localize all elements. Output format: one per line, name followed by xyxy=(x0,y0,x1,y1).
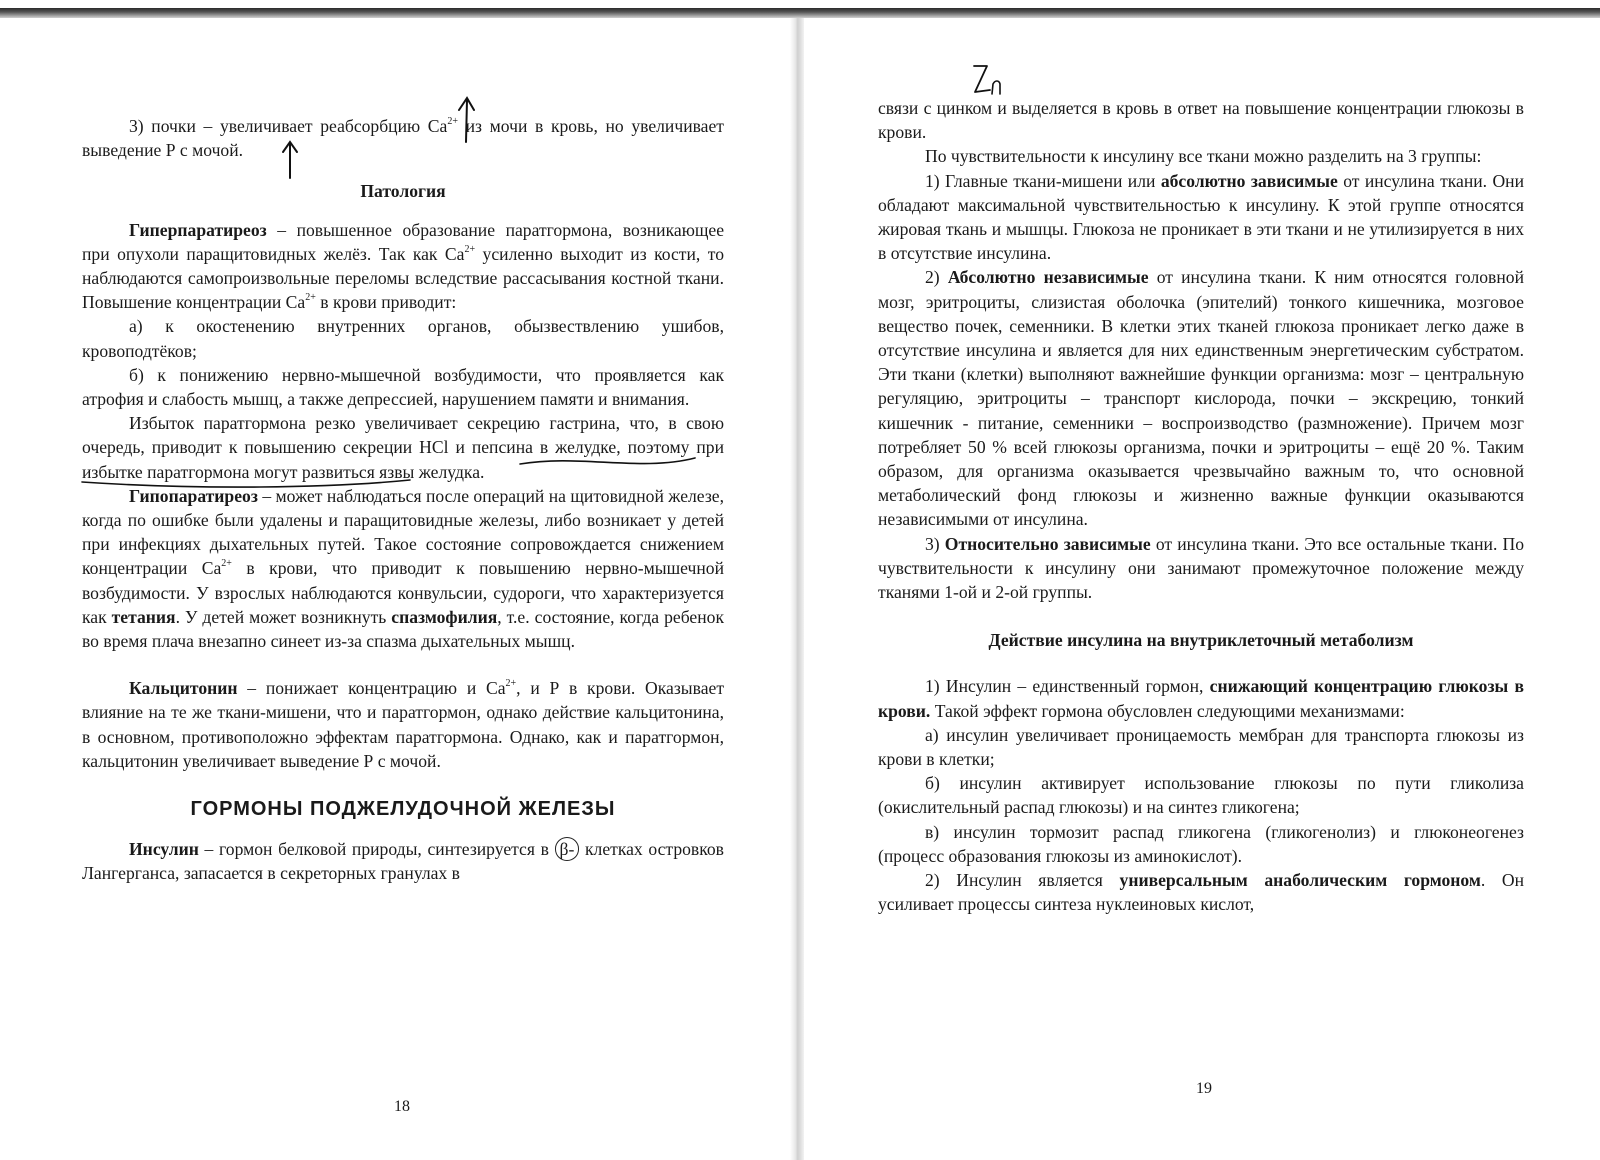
paragraph-group-2: 2) Абсолютно независимые от инсулина ткани. К ним относятся головной мозг, эритроциты, слизистая оболочка (эпителий) тонкого кишечника, мозговое вещество почек, семенники. В клетки этих тканей глюкоза проникает легко даже в отсутствие инсулина и является для них единственным энергетическим субстратом. Эти ткани (клетки) выполняют важнейшие функции организма: мозг – центральную регуляцию, эритроциты – транспорт кислорода, почки – экскрецию, тонкий кишечник - питание, семенники – воспроизводство (размножение). Причем мозг потребляет 50 % всей глюкозы организма, почки и эритроциты – ещё 20 %. Таким образом, для организма оказывается чрезвычайно важным то, что основной метаболический фонд глюкозы и жизненно важные функции оказываются независимыми от инсулина. xyxy=(878,267,1524,530)
paragraph-anabolic: 2) Инсулин является универсальным анаболическим гормоном. Он усиливает процессы синтеза нуклеиновых кислот, xyxy=(878,870,1524,915)
paragraph-gastrin: Избыток паратгормона резко увеличивает секрецию гастрина, что, в свою очередь, приводит к повышению секреции HCl и пепсина в желудке, поэтому при избытке паратгормона могут развиться язвы желудка. xyxy=(82,413,724,482)
left-page-text xyxy=(82,114,724,886)
left-page xyxy=(82,0,724,1160)
heading-pathology: Патология xyxy=(360,181,446,202)
paragraph-zinc: связи с цинком и выделяется в кровь в ответ на повышение концентрации глюкозы в крови. xyxy=(878,98,1524,143)
paragraph-hyperparathyroidism: Гиперпаратиреоз – повышенное образование паратгормона, возникающее при опухоли паращитовидных желёз. Так как $Ca^{2+}$ усиленно выходит из кости, то наблюдаются самопроизвольные переломы вследствие рассасывания костной ткани. Повышение концентрации $Ca^{2+}$ в крови приводит: xyxy=(82,219,724,313)
paragraph-mechanism-b: б) инсулин активирует использование глюкозы по пути гликолиза (окислительный распад глюкозы) и на синтез гликогена; xyxy=(878,773,1524,818)
chapter-title-pancreas-hormones: ГОРМОНЫ ПОДЖЕЛУДОЧНОЙ ЖЕЛЕЗЫ xyxy=(190,798,616,821)
paragraph-mechanism-a: а) инсулин увеличивает проницаемость мембран для транспорта глюкозы из крови в клетки; xyxy=(878,724,1524,770)
paragraph-item-b: б) к понижению нервно-мышечной возбудимости, что проявляется как атрофия и слабость мышц, а также депрессией, нарушением памяти и внимания. xyxy=(82,364,724,410)
spacer xyxy=(82,653,724,676)
right-page-text xyxy=(878,96,1524,917)
paragraph-mechanism-c: в) инсулин тормозит распад гликогена (гликогенолиз) и глюконеогенез (процесс образования глюкозы из аминокислот). xyxy=(878,821,1524,866)
paragraph-insulin-lowers-glucose: 1) Инсулин – единственный гормон, снижающий концентрацию глюкозы в крови. Такой эффект гормона обусловлен следующими механизмами: xyxy=(878,676,1524,721)
right-page xyxy=(878,0,1524,1160)
page-number-left: 18 xyxy=(394,1098,410,1115)
paragraph-group-3: 3) Относительно зависимые от инсулина ткани. Это все остальные ткани. По чувствительности к инсулину они занимают промежуточное положение между тканями 1-ой и 2-ой группы. xyxy=(878,533,1525,603)
paragraph-group-1: 1) Главные ткани-мишени или абсолютно зависимые от инсулина ткани. Они обладают максимальной чувствительностью к инсулину. К этой группе относятся жировая ткань и мышцы. Глюкоза не проникает в эти ткани и не утилизируется в них в отсутствие инсулина. xyxy=(878,170,1524,264)
paragraph-insulin: Инсулин – гормон белковой природы, синтезируется в β- клетках островков Лангерганса, запасается в секреторных гранулах в xyxy=(82,839,724,884)
heading-insulin-action: Действие инсулина на внутриклеточный метаболизм xyxy=(988,630,1414,651)
paragraph-kidneys: 3) почки – увеличивает реабсорбцию $Ca^{2+}$ из мочи в кровь, но увеличивает выведение Р с мочой. xyxy=(82,116,724,161)
paragraph-item-a: а) к окостенению внутренних органов, обызвествлению ушибов, кровоподтёков; xyxy=(82,316,724,361)
paragraph-hypoparathyroidism: Гипопаратиреоз – может наблюдаться после операций на щитовидной железе, когда по ошибке были удалены и паращитовидные железы, либо возникает у детей при инфекциях дыхательных путей. Такое состояние сопровождается снижением концентрации $Ca^{2+}$ в крови, что приводит к повышению нервно-мышечной возбудимости. У взрослых наблюдаются конвульсии, судороги, что характеризуется как тетания. У детей может возникнуть спазмофилия, т.е. состояние, когда ребенок во время плача внезапно синеет из-за спазма дыхательных мышц. xyxy=(82,485,725,652)
book-spine xyxy=(790,18,804,1160)
paragraph-calcitonin: Кальцитонин – понижает концентрацию и $Ca^{2+}$, и Р в крови. Оказывает влияние на те же ткани-мишени, что и паратгормон, однако действие кальцитонина, в основном, противоположно эффектам паратгормона. Однако, как и паратгормон, кальцитонин увеличивает выведение Р с мочой. xyxy=(82,678,725,771)
handwritten-beta-circle: β- xyxy=(555,837,580,861)
page-number-right: 19 xyxy=(1196,1080,1212,1097)
paragraph-three-groups: По чувствительности к инсулину все ткани можно разделить на 3 группы: xyxy=(925,146,1482,167)
